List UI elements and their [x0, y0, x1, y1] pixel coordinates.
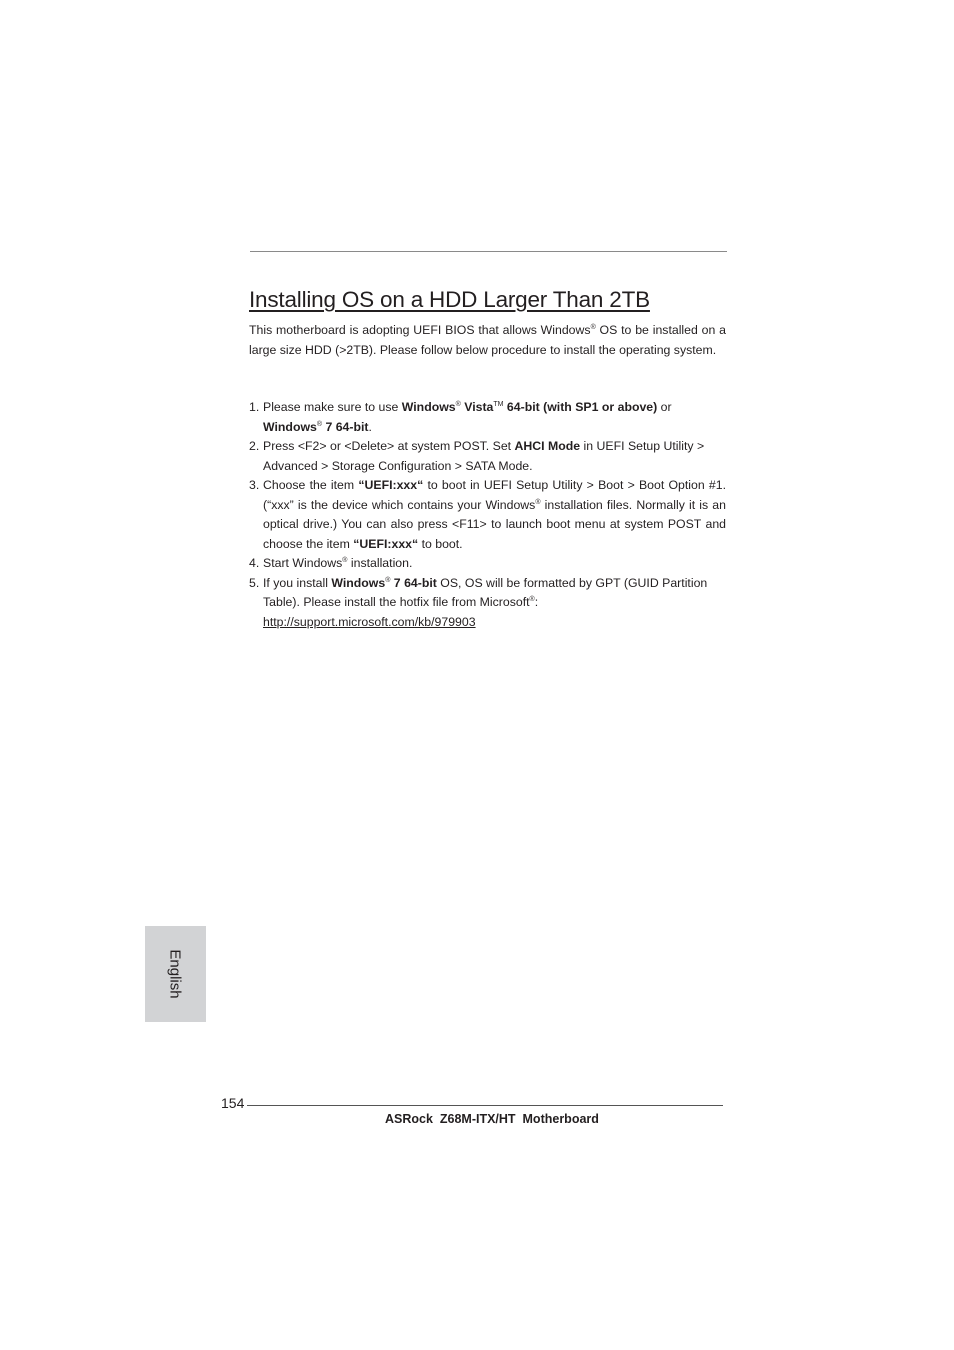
step-bold: “UEFI:xxx“: [358, 478, 424, 492]
step-text: .: [368, 419, 372, 434]
step-text: or: [657, 400, 672, 414]
footer-product-name: ASRock Z68M-ITX/HT Motherboard: [385, 1112, 599, 1126]
registered-mark: ®: [316, 420, 323, 428]
registered-mark: ®: [590, 324, 596, 331]
intro-text-2: OS to be installed on a large size HDD (>2TB). Please follow below procedure to install the operating system.: [249, 323, 726, 357]
step-number: 1.: [249, 400, 260, 414]
step-text: If you install: [263, 575, 332, 590]
intro-text-1: This motherboard is adopting UEFI BIOS that allows Windows: [249, 323, 591, 337]
step-text: :: [534, 595, 539, 609]
step-bold: 7 64-bit: [390, 575, 437, 590]
registered-mark: ®: [342, 557, 348, 564]
step-bold: 64-bit (with SP1 or above): [503, 400, 658, 414]
step-5: [249, 574, 726, 633]
language-tab: [145, 926, 206, 1022]
step-text: Advanced > Storage Configuration > SATA Mode.: [263, 458, 533, 473]
step-bold: Vista: [460, 400, 494, 414]
step-number: 4.: [249, 556, 260, 570]
step-text: Press <F2> or <Delete> at system POST. Set: [263, 439, 515, 453]
registered-mark: ®: [535, 498, 541, 506]
procedure-steps: [249, 398, 726, 632]
step-bold: Windows: [331, 575, 386, 590]
step-4: [249, 554, 726, 574]
step-number: 5.: [249, 575, 260, 590]
registered-mark: ®: [529, 596, 535, 603]
step-text: installation.: [347, 556, 413, 570]
step-3: [249, 476, 726, 554]
page-number: 154: [221, 1095, 245, 1111]
registered-mark: ®: [385, 576, 391, 584]
step-text: Please make sure to use: [263, 400, 402, 414]
footer-rule: [247, 1105, 723, 1106]
step-text: to boot in UEFI Setup Utility > Boot > Boot Option #1. (“xxx” is the device which contains your Windows: [263, 478, 726, 512]
header-rule: [250, 251, 727, 252]
step-1: [249, 398, 726, 437]
step-bold: Windows: [401, 400, 456, 414]
step-text: OS, OS will be formatted by GPT (GUID Partition Table). Please install the hotfix file from Microsoft: [263, 575, 708, 609]
step-bold: AHCI Mode: [514, 439, 581, 453]
step-bold: “UEFI:xxx“: [353, 536, 419, 551]
step-text: Start Windows: [263, 556, 343, 570]
registered-mark: ®: [455, 401, 461, 408]
step-number: 3.: [249, 478, 260, 492]
hotfix-link[interactable]: http://support.microsoft.com/kb/979903: [263, 614, 476, 629]
language-tab-label: English: [166, 949, 184, 999]
step-number: 2.: [249, 439, 260, 453]
trademark-mark: TM: [493, 401, 504, 408]
step-text: installation files. Normally it is an optical drive.) You can also press <F11> to launch boot menu at system POST and choose the item: [263, 497, 726, 551]
step-2: [249, 437, 726, 476]
step-bold: 7 64-bit: [322, 419, 369, 434]
step-bold: Windows: [263, 419, 317, 434]
step-text: Choose the item: [263, 478, 359, 492]
step-text: to boot.: [418, 536, 463, 551]
step-text: in UEFI Setup Utility >: [580, 439, 705, 453]
page-title: Installing OS on a HDD Larger Than 2TB: [249, 287, 650, 312]
intro-paragraph: [249, 321, 726, 360]
